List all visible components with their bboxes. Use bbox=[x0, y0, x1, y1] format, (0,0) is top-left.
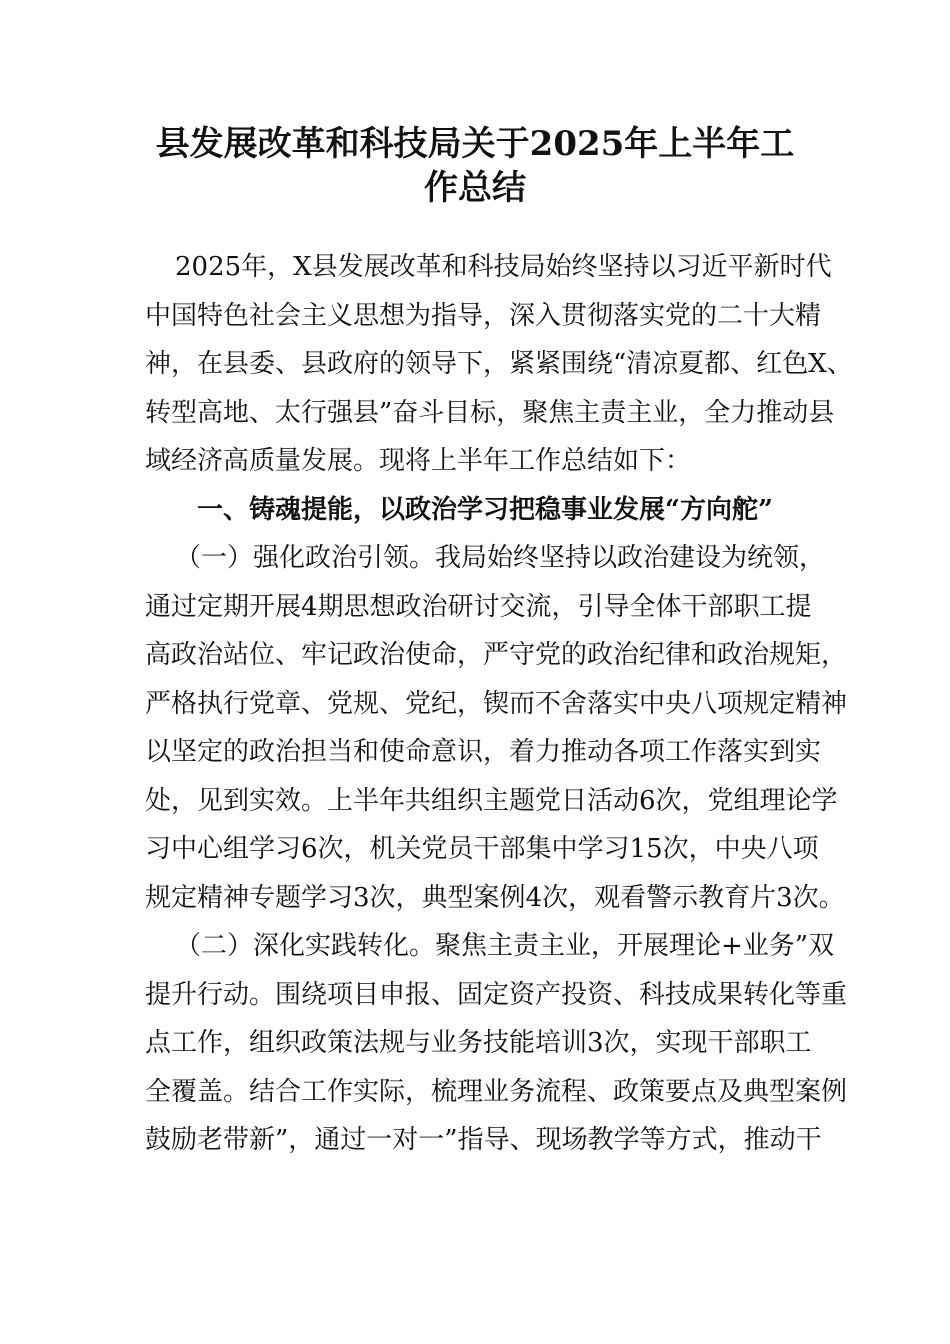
text-line: （二）深化实践转化。聚焦主责主业，开展理论+业务”双 bbox=[175, 931, 835, 961]
text-line: 神，在县委、县政府的领导下，紧紧围绕“清凉夏都、红色X、 bbox=[145, 349, 853, 379]
text-line: 严格执行党章、党规、党纪，锲而不舍落实中央八项规定精神 bbox=[145, 688, 848, 719]
text-line: 以坚定的政治担当和使命意识，着力推动各项工作落实到实 bbox=[145, 737, 822, 767]
intro-paragraph bbox=[145, 243, 853, 486]
title-line-2: 作总结 bbox=[424, 168, 526, 208]
text-line: 规定精神专题学习3次，典型案例4次，观看警示教育片3次。 bbox=[145, 882, 845, 913]
text-line: 习中心组学习6次，机关党员干部集中学习15次，中央八项 bbox=[145, 834, 819, 864]
text-line: 2025年，X县发展改革和科技局始终坚持以习近平新时代 bbox=[175, 252, 832, 282]
text-line: 点工作，组织政策法规与业务技能培训3次，实现干部职工 bbox=[145, 1028, 812, 1058]
title-line-1: 县发展改革和科技局关于2025年上半年工 bbox=[155, 124, 795, 164]
text-line: 转型高地、太行强县”奋斗目标，聚焦主责主业，全力推动县 bbox=[145, 397, 835, 428]
document-body bbox=[145, 243, 853, 1165]
section-heading: 一、铸魂提能，以政治学习把稳事业发展“方向舵” bbox=[197, 494, 773, 525]
subsection-2-paragraph bbox=[145, 922, 848, 1165]
text-line: 中国特色社会主义思想为指导，深入贯彻落实党的二十大精 bbox=[145, 300, 822, 331]
subsection-1-paragraph bbox=[145, 534, 848, 922]
text-line: （一）强化政治引领。我局始终坚持以政治建设为统领， bbox=[175, 543, 826, 573]
text-line: 提升行动。围绕项目申报、固定资产投资、科技成果转化等重 bbox=[145, 979, 848, 1010]
text-line: 高政治站位、牢记政治使命，严守党的政治纪律和政治规矩， bbox=[145, 640, 848, 670]
text-line: 全覆盖。结合工作实际，梳理业务流程、政策要点及典型案例 bbox=[145, 1076, 848, 1107]
text-line: 通过定期开展4期思想政治研讨交流，引导全体干部职工提 bbox=[145, 591, 812, 622]
text-line: 鼓励老带新”，通过一对一”指导、现场教学等方式，推动干 bbox=[145, 1125, 822, 1155]
document-title bbox=[100, 122, 850, 210]
text-line: 处，见到实效。上半年共组织主题党日活动6次，党组理论学 bbox=[145, 785, 838, 816]
text-line: 域经济高质量发展。现将上半年工作总结如下： bbox=[145, 446, 692, 476]
